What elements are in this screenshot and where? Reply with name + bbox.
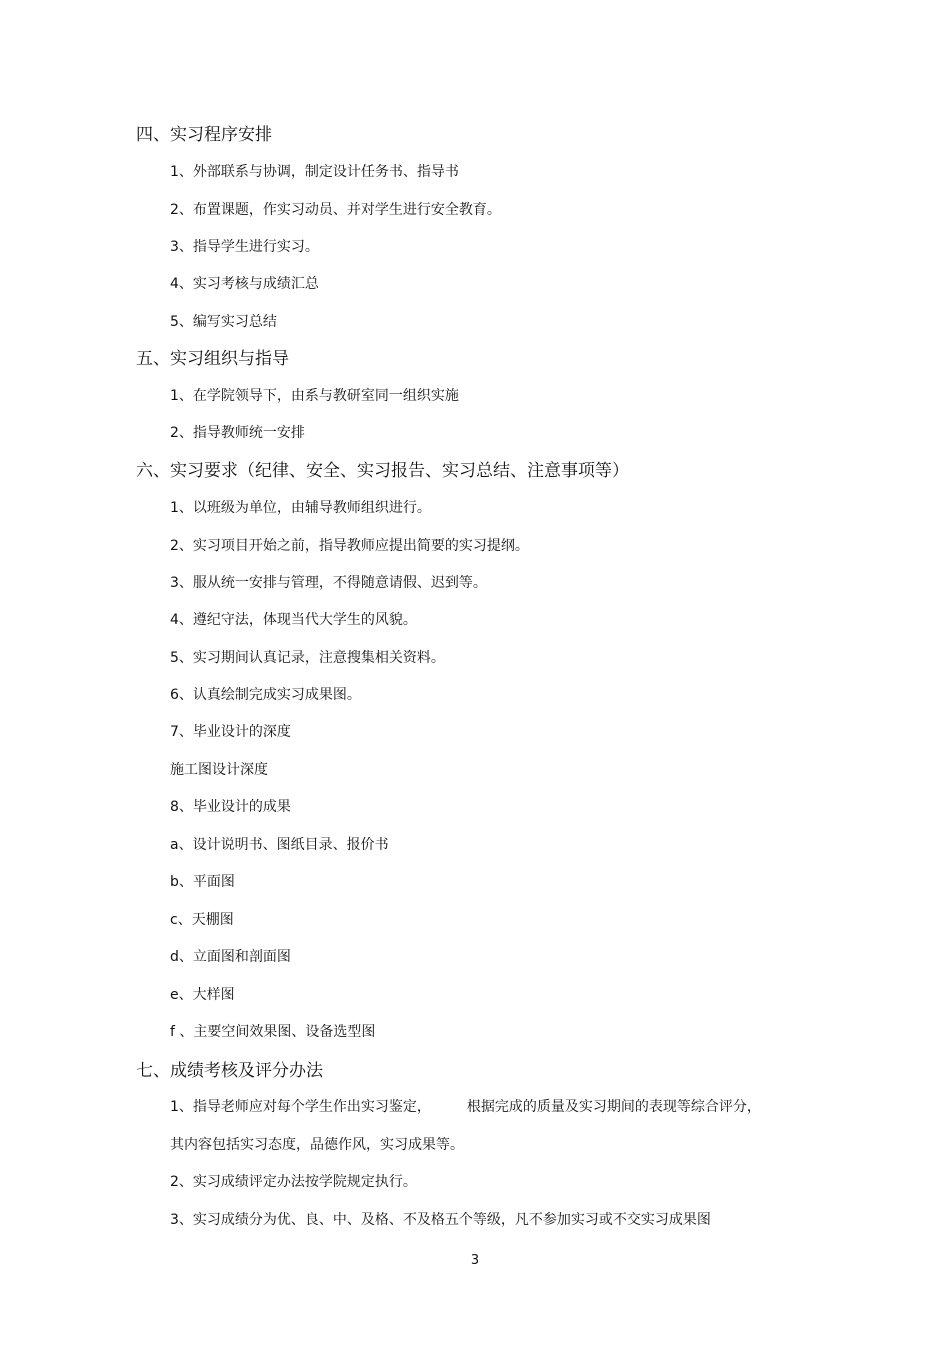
list-item: 6、认真绘制完成实习成果图。 (170, 687, 361, 703)
list-item: 其内容包括实习态度，品德作风，实习成果等。 (170, 1137, 464, 1153)
list-item-part: 1、指导老师应对每个学生作出实习鉴定， (170, 1099, 431, 1115)
page-number: 3 (470, 1253, 480, 1268)
list-item: f 、主要空间效果图、设备选型图 (170, 1024, 376, 1040)
list-item: 3、实习成绩分为优、良、中、及格、不及格五个等级，凡不参加实习或不交实习成果图 (170, 1212, 711, 1228)
list-item (170, 1097, 761, 1117)
section-heading-5: 五、实习组织与指导 (136, 349, 289, 369)
list-item: 4、实习考核与成绩汇总 (170, 276, 319, 292)
list-item: 4、遵纪守法，体现当代大学生的风貌。 (170, 612, 417, 628)
section-heading-7: 七、成绩考核及评分办法 (136, 1061, 323, 1081)
list-item: 2、指导教师统一安排 (170, 425, 305, 441)
list-item: 8、毕业设计的成果 (170, 799, 291, 815)
list-item: c、天棚图 (170, 912, 234, 928)
list-item: d、立面图和剖面图 (170, 949, 291, 965)
list-item: a、设计说明书、图纸目录、报价书 (170, 837, 389, 853)
list-item: 1、外部联系与协调，制定设计任务书、指导书 (170, 164, 459, 180)
list-item: 7、毕业设计的深度 (170, 724, 291, 740)
list-item: 1、在学院领导下，由系与教研室同一组织实施 (170, 388, 459, 404)
list-item: 施工图设计深度 (170, 762, 268, 778)
section-heading-4: 四、实习程序安排 (136, 125, 272, 145)
list-item: 5、实习期间认真记录，注意搜集相关资料。 (170, 650, 445, 666)
list-item: 2、实习项目开始之前，指导教师应提出简要的实习提纲。 (170, 538, 529, 554)
list-item-part: 根据完成的质量及实习期间的表现等综合评分， (466, 1099, 761, 1115)
list-item: 2、实习成绩评定办法按学院规定执行。 (170, 1174, 417, 1190)
list-item: b、平面图 (170, 874, 235, 890)
list-item: 1、以班级为单位，由辅导教师组织进行。 (170, 500, 431, 516)
list-item: 2、布置课题，作实习动员、并对学生进行安全教育。 (170, 202, 501, 218)
list-item: e、大样图 (170, 987, 235, 1003)
list-item: 5、编写实习总结 (170, 314, 277, 330)
section-heading-6: 六、实习要求（纪律、安全、实习报告、实习总结、注意事项等） (136, 461, 629, 481)
list-item: 3、指导学生进行实习。 (170, 239, 319, 255)
list-item: 3、服从统一安排与管理，不得随意请假、迟到等。 (170, 575, 487, 591)
